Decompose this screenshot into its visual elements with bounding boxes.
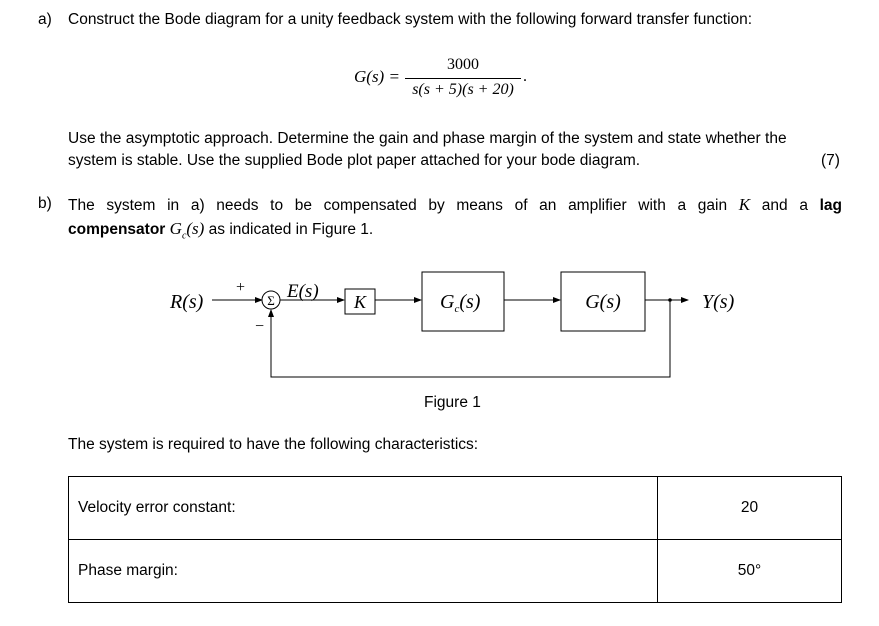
requirement-value: 20 [658, 477, 842, 540]
compensator-symbol: G [169, 219, 182, 238]
compensator-keyword: compensator [68, 221, 166, 238]
output-label: Y(s) [702, 291, 735, 313]
table-row [69, 540, 842, 603]
requirement-label: Phase margin: [69, 540, 658, 603]
requirement-value: 50° [658, 540, 842, 603]
requirement-label: Velocity error constant: [69, 477, 658, 540]
minus-sign: − [255, 318, 265, 335]
part-b-line1-and: and a [761, 197, 808, 214]
error-label: E(s) [287, 281, 319, 302]
compensator-argument: (s) [186, 219, 205, 238]
part-b-line2-text: as indicated in Figure 1. [208, 221, 374, 238]
equation-denominator: s(s + 5)(s + 20) [412, 81, 514, 98]
part-a-text-line1: Use the asymptotic approach. Determine the gain and phase margin of the system and state whether the [68, 130, 787, 147]
equation-lhs: G(s) = [354, 67, 400, 86]
equation-numerator: 3000 [447, 56, 479, 73]
part-b-line1-text: The system in a) needs to be compensated by means of an amplifier with a gain [68, 197, 728, 214]
gain-symbol-k: K [738, 195, 751, 214]
plant-label: G(s) [585, 291, 621, 313]
lag-keyword: lag [819, 197, 843, 214]
equation-end: . [523, 68, 527, 85]
part-b-label: b) [38, 195, 52, 212]
compensator-label: $G_c(s)$ [440, 291, 481, 315]
compensator-subscript: c [181, 230, 187, 242]
part-a-label: a) [38, 11, 52, 28]
table-row [69, 477, 842, 540]
part-a-intro: Construct the Bode diagram for a unity feedback system with the following forward transfer function: [68, 11, 753, 28]
requirements-intro: The system is required to have the following characteristics: [68, 436, 479, 453]
part-a-marks: (7) [821, 152, 840, 169]
figure-caption: Figure 1 [424, 394, 481, 411]
sum-symbol: Σ [267, 293, 275, 308]
part-a-text-line2: system is stable. Use the supplied Bode plot paper attached for your bode diagram. [68, 152, 641, 169]
gain-label: K [353, 292, 367, 312]
requirements-table [68, 476, 842, 603]
input-label: R(s) [170, 291, 204, 313]
plus-sign: + [236, 279, 246, 296]
